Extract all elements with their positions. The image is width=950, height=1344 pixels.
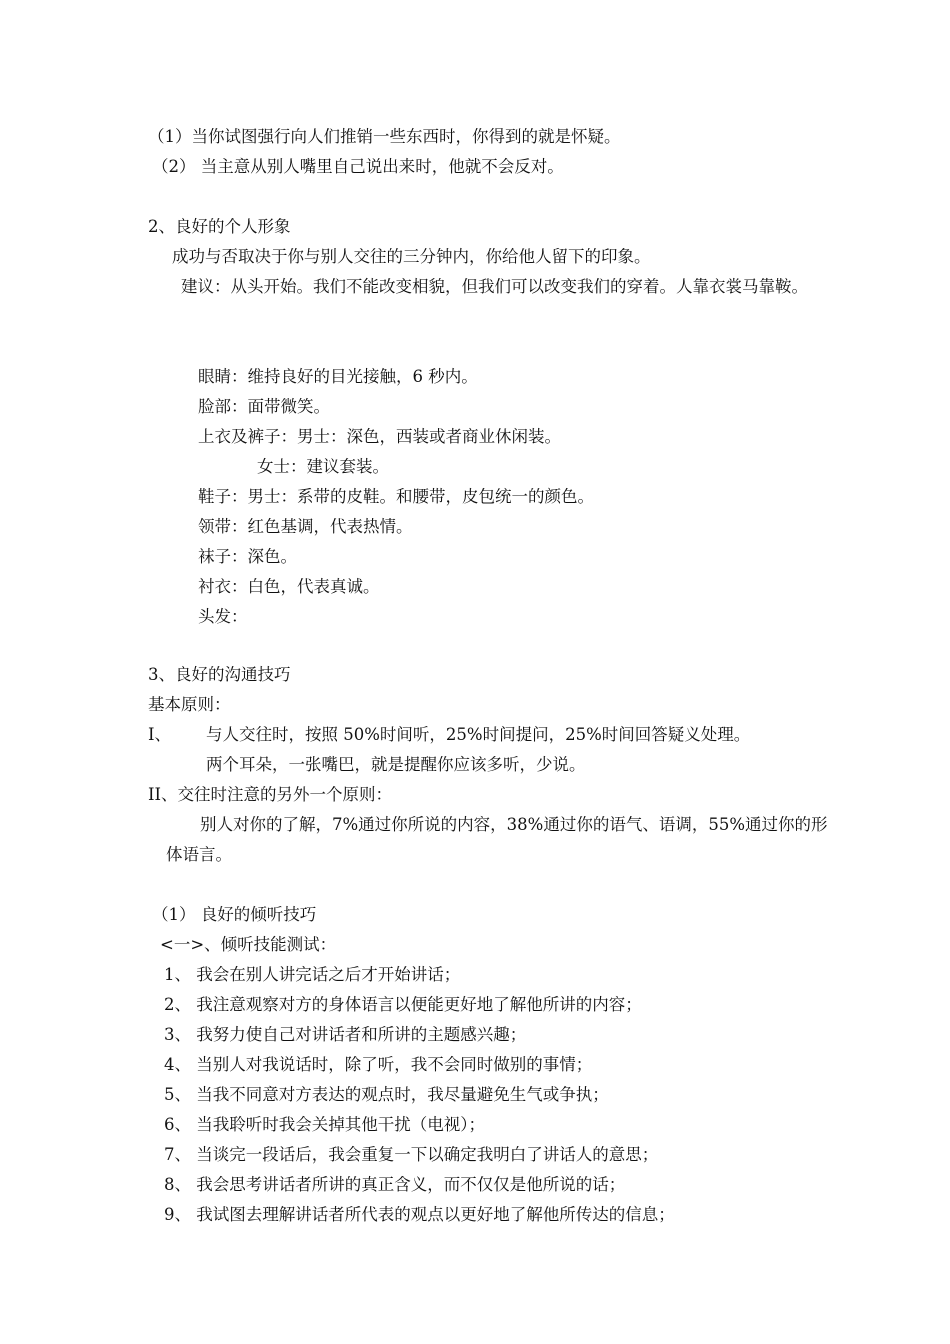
rule-2-heading: II、交往时注意的另外一个原则： [148, 785, 393, 804]
rule-2-text: 别人对你的了解，7%通过你所说的内容，38%通过你的语气、语调，55%通过你的形体语言。 [166, 815, 828, 864]
listening-heading: （1） 良好的倾听技巧 [152, 905, 317, 924]
list-item: 领带：红色基调，代表热情。 [198, 517, 413, 536]
list-item: 7、 当谈完一段话后，我会重复一下以确定我明白了讲话人的意思； [164, 1145, 659, 1164]
section-2-advice: 建议：从头开始。我们不能改变相貌，但我们可以改变我们的穿着。人靠衣裳马靠鞍。 [181, 277, 808, 296]
list-item: 2、 我注意观察对方的身体语言以便能更好地了解他所讲的内容； [164, 995, 642, 1014]
list-item: 8、 我会思考讲话者所讲的真正含义，而不仅仅是他所说的话； [164, 1175, 626, 1194]
rule-1-text: 与人交往时，按照 50%时间听，25%时间提问，25%时间回答疑义处理。 [206, 725, 751, 744]
list-item: 1、 我会在别人讲完话之后才开始讲话； [164, 965, 461, 984]
list-item: 鞋子：男士：系带的皮鞋。和腰带，皮包统一的颜色。 [198, 487, 594, 506]
list-item: 3、 我努力使自己对讲话者和所讲的主题感兴趣； [164, 1025, 527, 1044]
section-2-heading: 2、良好的个人形象 [148, 217, 291, 236]
list-item: 脸部：面带微笑。 [198, 397, 330, 416]
list-item: 4、 当别人对我说话时，除了听，我不会同时做别的事情； [164, 1055, 593, 1074]
basic-principles-label: 基本原则： [148, 695, 231, 714]
list-item: 9、 我试图去理解讲话者所代表的观点以更好地了解他所传达的信息； [164, 1205, 675, 1224]
listening-test-label: <一>、倾听技能测试： [160, 935, 337, 954]
intro-point-2: （2） 当主意从别人嘴里自己说出来时，他就不会反对。 [152, 157, 564, 176]
list-item: 上衣及裤子：男士：深色，西装或者商业休闲装。 [198, 427, 561, 446]
list-item: 5、 当我不同意对方表达的观点时，我尽量避免生气或争执； [164, 1085, 609, 1104]
list-item: 袜子：深色。 [198, 547, 297, 566]
list-item: 眼睛：维持良好的目光接触，6 秒内。 [198, 367, 478, 386]
list-item: 衬衣：白色，代表真诚。 [198, 577, 380, 596]
rule-1-number: I、 [148, 725, 172, 744]
rule-1-note: 两个耳朵，一张嘴巴，就是提醒你应该多听，少说。 [206, 755, 586, 774]
intro-point-1: （1）当你试图强行向人们推销一些东西时，你得到的就是怀疑。 [148, 127, 621, 146]
list-item: 头发： [198, 607, 248, 626]
list-item: 女士：建议套装。 [257, 457, 389, 476]
section-2-paragraph: 成功与否取决于你与别人交往的三分钟内，你给他人留下的印象。 [172, 247, 651, 266]
section-3-heading: 3、良好的沟通技巧 [148, 665, 291, 684]
list-item: 6、 当我聆听时我会关掉其他干扰（电视）； [164, 1115, 485, 1134]
